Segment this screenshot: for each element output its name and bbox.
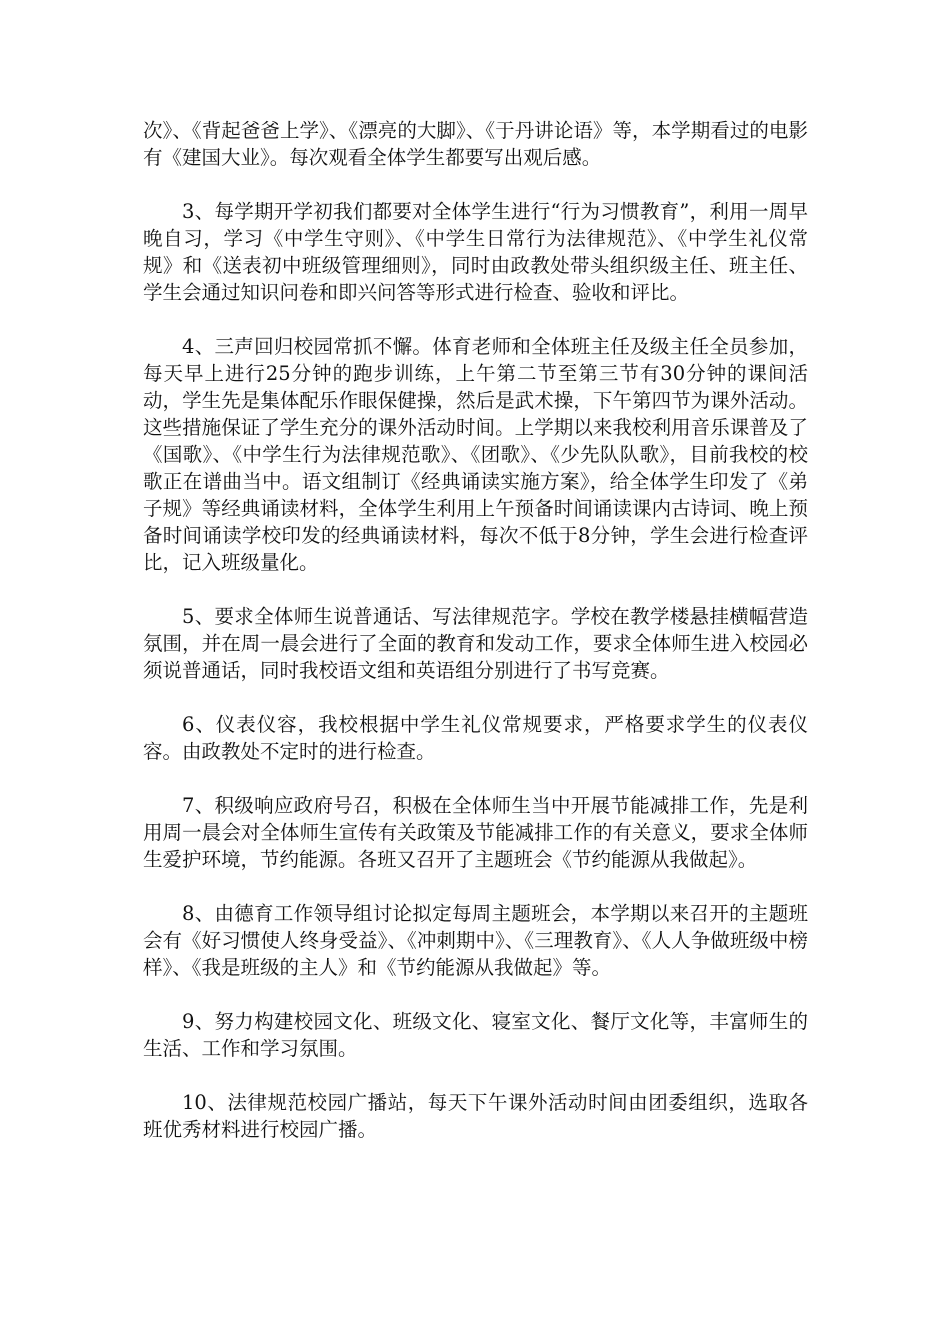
document-body bbox=[143, 117, 808, 1170]
paragraph-item-7: 7、积级响应政府号召，积极在全体师生当中开展节能减排工作，先是利用周一晨会对全体师生宣传有关政策及节能减排工作的有关意义，要求全体师生爱护环境，节约能源。各班又召开了主题班会《节约能源从我做起》。 bbox=[143, 794, 808, 871]
paragraph-continuation: 次》、《背起爸爸上学》、《漂亮的大脚》、《于丹讲论语》等，本学期看过的电影有《建国大业》。每次观看全体学生都要写出观后感。 bbox=[143, 119, 808, 169]
paragraph-item-5: 5、要求全体师生说普通话、写法律规范字。学校在教学楼悬挂横幅营造氛围，并在周一晨会进行了全面的教育和发动工作，要求全体师生进入校园必须说普通话，同时我校语文组和英语组分别进行了书写竞赛。 bbox=[143, 605, 808, 682]
paragraph-item-9: 9、努力构建校园文化、班级文化、寝室文化、餐厅文化等，丰富师生的生活、工作和学习氛围。 bbox=[143, 1010, 808, 1060]
paragraph-item-3: 3、每学期开学初我们都要对全体学生进行“行为习惯教育”，利用一周早晚自习，学习《中学生守则》、《中学生日常行为法律规范》、《中学生礼仪常规》和《送表初中班级管理细则》，同时由政教处带头组织级主任、班主任、学生会通过知识问卷和即兴问答等形式进行检查、验收和评比。 bbox=[143, 200, 808, 304]
paragraph-item-6: 6、仪表仪容，我校根据中学生礼仪常规要求，严格要求学生的仪表仪容。由政教处不定时的进行检查。 bbox=[143, 713, 808, 763]
paragraph-item-8: 8、由德育工作领导组讨论拟定每周主题班会，本学期以来召开的主题班会有《好习惯使人终身受益》、《冲刺期中》、《三理教育》、《人人争做班级中榜样》、《我是班级的主人》和《节约能源从我做起》等。 bbox=[143, 902, 808, 979]
paragraph-item-4: 4、三声回归校园常抓不懈。体育老师和全体班主任及级主任全员参加，每天早上进行25分钟的跑步训练，上午第二节至第三节有30分钟的课间活动，学生先是集体配乐作眼保健操，然后是武术操，下午第四节为课外活动。这些措施保证了学生充分的课外活动时间。上学期以来我校利用音乐课普及了《国歌》、《中学生行为法律规范歌》、《团歌》、《少先队队歌》，目前我校的校歌正在谱曲当中。语文组制订《经典诵读实施方案》，给全体学生印发了《弟子规》等经典诵读材料，全体学生利用上午预备时间诵读课内古诗词、晚上预备时间诵读学校印发的经典诵读材料，每次不低于8分钟，学生会进行检查评比，记入班级量化。 bbox=[143, 335, 808, 574]
paragraph-item-10: 10、法律规范校园广播站，每天下午课外活动时间由团委组织，选取各班优秀材料进行校园广播。 bbox=[143, 1091, 808, 1141]
